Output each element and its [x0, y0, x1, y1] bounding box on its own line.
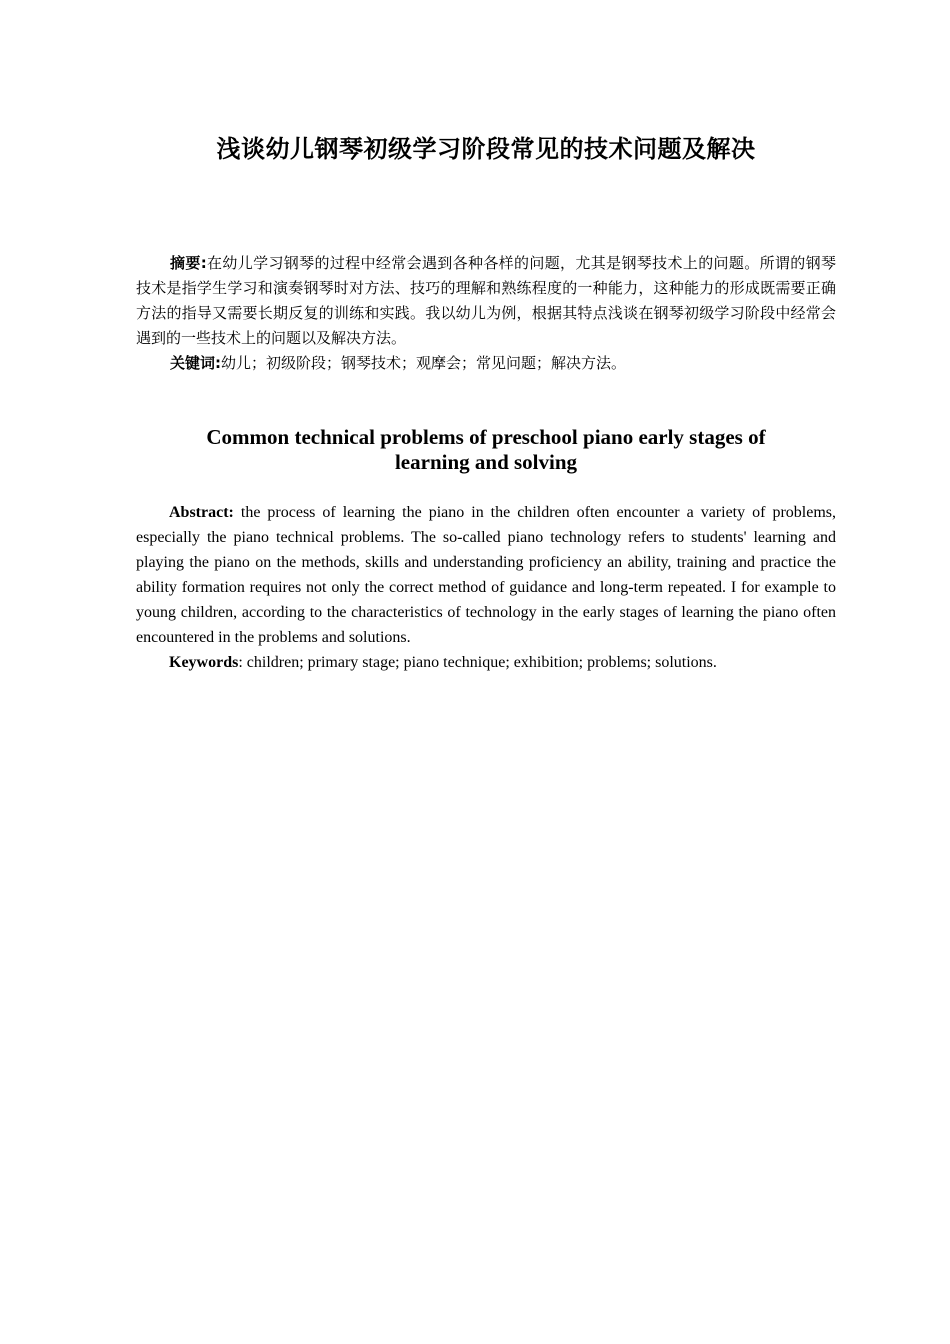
english-keywords-label: Keywords — [169, 654, 239, 671]
chinese-abstract-separator: : — [200, 254, 207, 272]
chinese-keywords — [136, 351, 836, 376]
english-abstract — [136, 500, 836, 650]
chinese-abstract-label: 摘要 — [170, 254, 201, 272]
english-title — [136, 425, 836, 475]
english-title-line1: Common technical problems of preschool piano early stages of — [206, 425, 766, 449]
chinese-keywords-label: 关键词 — [170, 354, 216, 372]
chinese-keywords-text: 幼儿；初级阶段；钢琴技术；观摩会；常见问题；解决方法。 — [221, 354, 627, 372]
chinese-abstract-text: 在幼儿学习钢琴的过程中经常会遇到各种各样的问题，尤其是钢琴技术上的问题。所谓的钢琴技术是指学生学习和演奏钢琴时对方法、技巧的理解和熟练程度的一种能力，这种能力的形成既需要正确方法的指导又需要长期反复的训练和实践。我以幼儿为例，根据其特点浅谈在钢琴初级学习阶段中经常会遇到的一些技术上的问题以及解决方法。 — [136, 254, 836, 347]
chinese-abstract — [136, 251, 836, 351]
chinese-title: 浅谈幼儿钢琴初级学习阶段常见的技术问题及解决 — [216, 135, 756, 163]
english-title-line2: learning and solving — [394, 450, 578, 474]
english-keywords-text: : children; primary stage; piano technique; exhibition; problems; solutions. — [238, 654, 717, 671]
english-keywords — [136, 650, 836, 675]
english-abstract-text: the process of learning the piano in the children often encounter a variety of problems, especially the piano technical problems. The so-called piano technology refers to students' learning and playing the piano on the methods, skills and understanding proficiency an ability, training and practice the ability formation requires not only the correct method of guidance and long-term repeated. I for example to young children, according to the characteristics of technology in the early stages of learning the piano often encountered in the problems and solutions. — [136, 504, 836, 646]
english-abstract-label: Abstract: — [169, 504, 234, 521]
chinese-keywords-separator: : — [215, 354, 222, 372]
